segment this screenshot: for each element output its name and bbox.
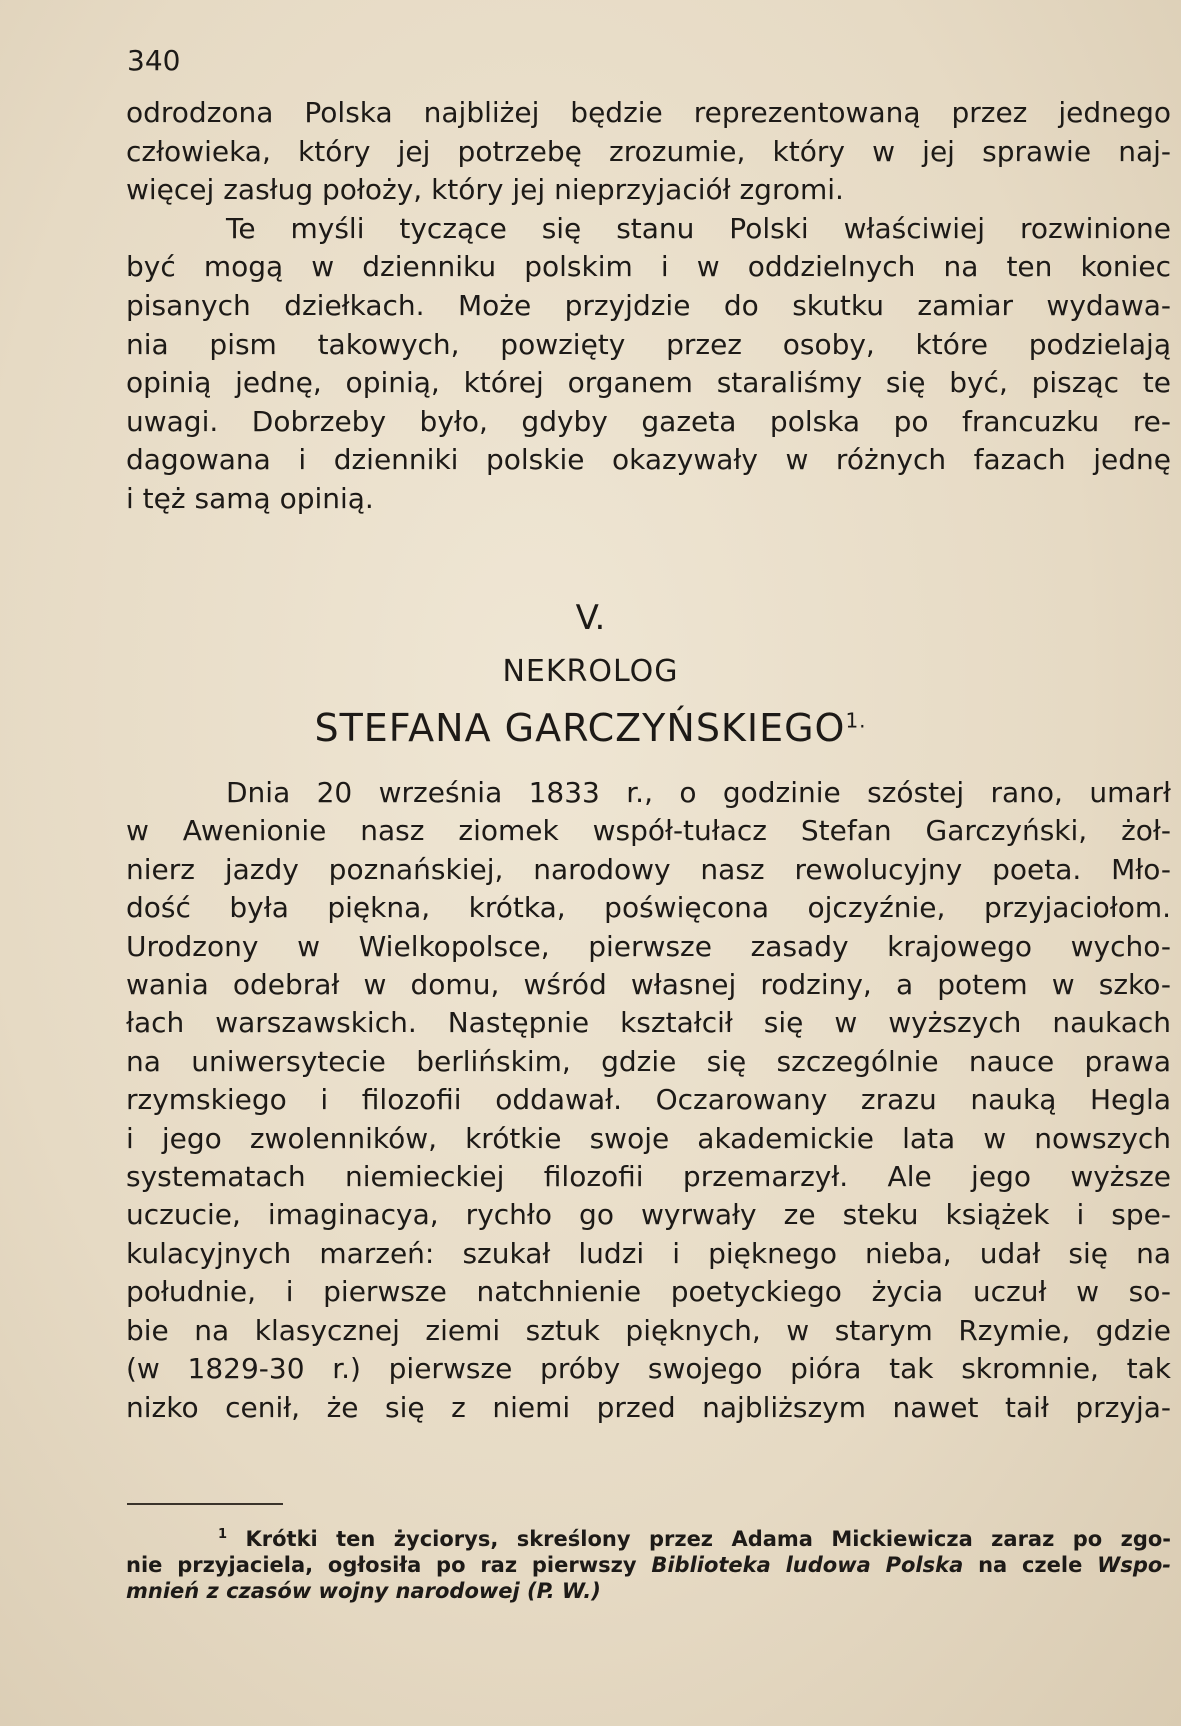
text-line: Dnia 20 września 1833 r., o godzinie szóstej rano, umarł: [226, 776, 1171, 809]
text-line: dość była piękna, krótka, poświęcona ojczyźnie, przyjaciołom.: [126, 891, 1171, 925]
text-line: na uniwersytecie berlińskim, gdzie się szczególnie nauce prawa: [126, 1044, 1171, 1078]
text-line: i tęż samą opinią.: [126, 481, 374, 515]
page-number: 340: [127, 44, 181, 77]
footnote-line: mnień z czasów wojny narodowej (P. W.): [126, 1579, 601, 1603]
text-line: nia pism takowych, powzięty przez osoby, które podzielają: [126, 327, 1171, 361]
text-line: nizko cenił, że się z niemi przed najbliższym nawet taił przyja-: [126, 1390, 1171, 1424]
section-number: V.: [575, 598, 606, 638]
footnote-title: Biblioteka ludowa Polska: [651, 1553, 964, 1577]
intro-paragraphs: [126, 94, 1171, 519]
text-line: systematach niemieckiej filozofii przemarzył. Ale jego wyższe: [126, 1160, 1171, 1194]
section-title-line1: NEKROLOG: [502, 654, 679, 689]
section-title-line2: [0, 706, 1181, 750]
obituary-text: [126, 774, 1171, 1427]
text-line: pisanych dziełkach. Może przyjdzie do skutku zamiar wydawa-: [126, 288, 1171, 322]
footnote-line: [126, 1522, 1171, 1552]
footnote-line: [126, 1552, 1171, 1578]
footnote-reference: 1.: [845, 708, 867, 733]
text-line: bie na klasycznej ziemi sztuk pięknych, w starym Rzymie, gdzie: [126, 1313, 1171, 1347]
footnote-text: nie przyjaciela, ogłosiła po raz pierwszy: [126, 1553, 637, 1577]
text-line: łach warszawskich. Następnie kształcił się w wyższych naukach: [126, 1006, 1171, 1040]
text-line: więcej zasług położy, który jej nieprzyjaciół zgromi.: [126, 173, 844, 207]
text-line: dagowana i dzienniki polskie okazywały w różnych fazach jednę: [126, 443, 1171, 477]
footnote: [126, 1522, 1171, 1604]
text-line: południe, i pierwsze natchnienie poetyckiego życia uczuł w so-: [126, 1275, 1171, 1309]
footnote-text: na czele: [978, 1553, 1083, 1577]
text-line: w Awenionie nasz ziomek współ-tułacz Stefan Garczyński, żoł-: [126, 814, 1171, 848]
text-line: Te myśli tyczące się stanu Polski właściwiej rozwinione: [226, 211, 1171, 245]
text-line: odrodzona Polska najbliżej będzie reprezentowaną przez jednego: [126, 96, 1171, 129]
footnote-text: Krótki ten życiorys, skreślony przez Adama Mickiewicza zaraz po zgo-: [245, 1527, 1171, 1551]
text-line: nierz jazdy poznańskiej, narodowy nasz rewolucyjny poeta. Mło-: [126, 852, 1171, 886]
text-line: Urodzony w Wielkopolsce, pierwsze zasady krajowego wycho-: [126, 929, 1171, 963]
footnote-mark: 1: [218, 1527, 228, 1542]
footnote-title: Wspo-: [1097, 1553, 1171, 1577]
text-line: być mogą w dzienniku polskim i w oddzielnych na ten koniec: [126, 250, 1171, 284]
text-line: (w 1829-30 r.) pierwsze próby swojego pióra tak skromnie, tak: [126, 1352, 1171, 1386]
text-line: wania odebrał w domu, wśród własnej rodziny, a potem w szko-: [126, 968, 1171, 1002]
section-title-text: STEFANA GARCZYŃSKIEGO: [314, 706, 846, 750]
text-line: opinią jednę, opinią, której organem staraliśmy się być, pisząc te: [126, 366, 1171, 400]
text-line: rzymskiego i filozofii oddawał. Oczarowany zrazu nauką Hegla: [126, 1083, 1171, 1117]
text-line: i jego zwolenników, krótkie swoje akademickie lata w nowszych: [126, 1121, 1171, 1155]
text-line: uwagi. Dobrzeby było, gdyby gazeta polska po francuzku re-: [126, 404, 1171, 438]
text-line: uczucie, imaginacya, rychło go wyrwały ze steku książek i spe-: [126, 1198, 1171, 1232]
text-line: człowieka, który jej potrzebę zrozumie, który w jej sprawie naj-: [126, 134, 1171, 168]
text-line: kulacyjnych marzeń: szukał ludzi i pięknego nieba, udał się na: [126, 1236, 1171, 1270]
footnote-divider: [127, 1503, 283, 1505]
